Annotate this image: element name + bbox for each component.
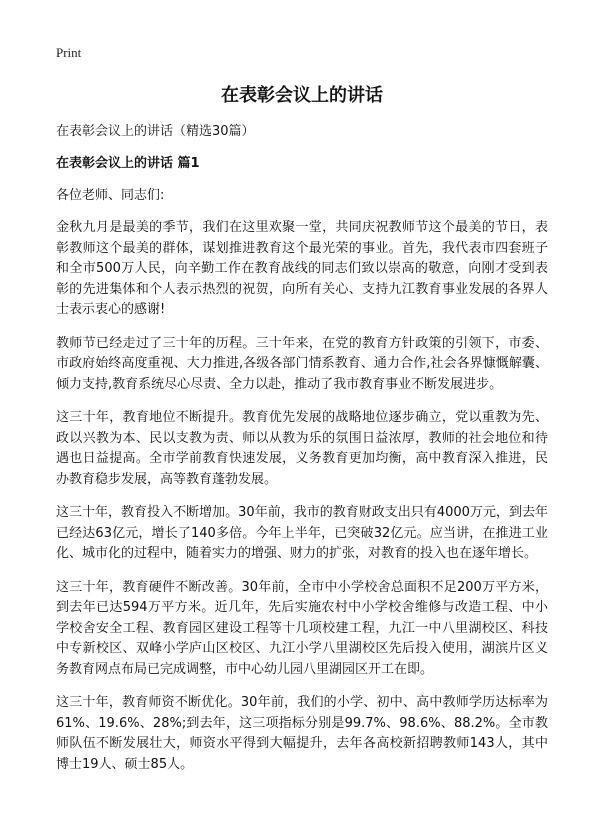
paragraph: 这三十年，教育师资不断优化。30年前，我们的小学、初中、高中教师学历达标率为61%、19.6%、28%;到去年，这三项指标分别是99.7%、98.6%、88.2%。全市教师队伍不断发展壮大，师资水平得到大幅提升，去年各高校新招聘教师143人，其中博士19人、硕士85人。 (56, 695, 548, 772)
paragraph: 这三十年，教育地位不断提升。教育优先发展的战略地位逐步确立，党以重教为先、政以兴教为本、民以支教为责、师以从教为乐的氛围日益浓厚，教师的社会地位和待遇也日益提高。全市学前教育快速发展，义务教育更加均衡，高中教育深入推进，民办教育稳步发展，高等教育蓬勃发展。 (56, 410, 548, 487)
paragraph: 金秋九月是最美的季节，我们在这里欢聚一堂，共同庆祝教师节这个最美的节日，表彰教师这个最美的群体，谋划推进教育这个最光荣的事业。首先，我代表市四套班子和全市500万人民，向辛勤工作在教育战线的同志们致以崇高的敬意，向刚才受到表彰的先进集体和个人表示热烈的祝贺，向所有关心、支持九江教育事业发展的各界人士表示衷心的感谢! (56, 220, 548, 317)
print-label: Print (56, 45, 82, 60)
document-title: 在表彰会议上的讲话 (221, 85, 383, 106)
greeting: 各位老师、同志们: (56, 188, 165, 203)
section-heading: 在表彰会议上的讲话 篇1 (56, 156, 200, 171)
paragraph: 这三十年，教育硬件不断改善。30年前，全市中小学校舍总面积不足200万平方米，到去年已达594万平方米。近几年，先后实施农村中小学校舍维修与改造工程、中小学校舍安全工程、教育园区建设工程等十几项校建工程，九江一中八里湖校区、科技中专新校区、双峰小学庐山区校区、九江小学八里湖校区先后投入使用，湖滨片区义务教育网点布局已完成调整，市中心幼儿园八里湖园区开工在即。 (56, 579, 548, 677)
paragraph: 这三十年，教育投入不断增加。30年前，我市的教育财政支出只有4000万元，到去年已经达63亿元，增长了140多倍。今年上半年，已突破32亿元。应当讲，在推进工业化、城市化的过程中，随着实力的增强、财力的扩张，对教育的投入也在逐年增长。 (56, 505, 548, 561)
paragraph: 教师节已经走过了三十年的历程。三十年来，在党的教育方针政策的引领下，市委、市政府始终高度重视、大力推进,各级各部门情系教育、通力合作,社会各界慷慨解囊、倾力支持,教育系统尽心尽责、全力以赴，推动了我市教育事业不断发展进步。 (56, 335, 548, 392)
document-subtitle: 在表彰会议上的讲话（精选30篇） (56, 124, 255, 139)
